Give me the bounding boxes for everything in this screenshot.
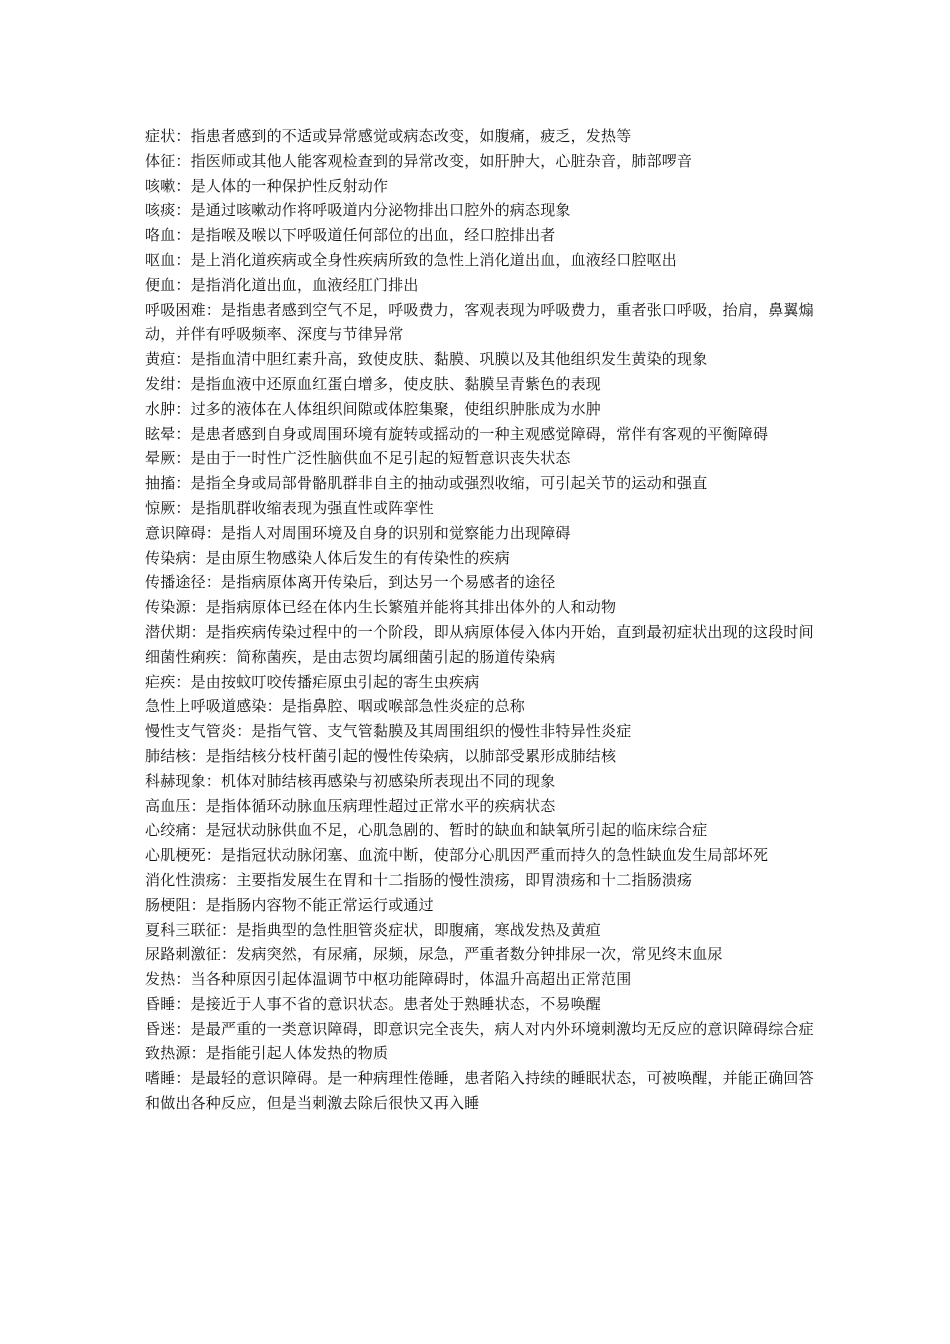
term-definition: 潜伏期：是指疾病传染过程中的一个阶段，即从病原体侵入体内开始，直到最初症状出现的这段时间 [145,622,814,641]
term-definition: 咳痰：是通过咳嗽动作将呼吸道内分泌物排出口腔外的病态现象 [145,201,571,220]
document-body [145,124,815,1116]
term-definition: 肠梗阻：是指肠内容物不能正常运行或通过 [145,895,434,914]
term-definition: 黄疸：是指血清中胆红素升高，致使皮肤、黏膜、巩膜以及其他组织发生黄染的现象 [145,350,708,369]
term-definition: 致热源：是指能引起人体发热的物质 [145,1044,389,1063]
term-definition: 嗜睡：是最轻的意识障碍。是一种病理性倦睡，患者陷入持续的睡眠状态，可被唤醒，并能正确回答和做出各种反应，但是当刺激去除后很快又再入睡 [145,1069,814,1113]
term-definition: 心肌梗死：是指冠状动脉闭塞、血流中断，使部分心肌因严重而持久的急性缺血发生局部坏死 [145,846,769,865]
term-definition: 眩晕：是患者感到自身或周围环境有旋转或摇动的一种主观感觉障碍，常伴有客观的平衡障碍 [145,424,769,443]
term-definition: 便血：是指消化道出血，血液经肛门排出 [145,275,419,294]
term-definition: 晕厥：是由于一时性广泛性脑供血不足引起的短暂意识丧失状态 [145,449,571,468]
term-definition: 水肿：过多的液体在人体组织间隙或体腔集聚，使组织肿胀成为水肿 [145,399,602,418]
term-definition: 慢性支气管炎：是指气管、支气管黏膜及其周围组织的慢性非特异性炎症 [145,722,632,741]
term-definition: 科赫现象：机体对肺结核再感染与初感染所表现出不同的现象 [145,771,556,790]
term-definition: 肺结核：是指结核分枝杆菌引起的慢性传染病，以肺部受累形成肺结核 [145,746,617,765]
term-definition: 消化性溃疡：主要指发展生在胃和十二指肠的慢性溃疡，即胃溃疡和十二指肠溃疡 [145,870,693,889]
term-definition: 细菌性痢疾：简称菌疾，是由志贺均属细菌引起的肠道传染病 [145,647,556,666]
term-definition: 高血压：是指体循环动脉血压病理性超过正常水平的疾病状态 [145,796,556,815]
term-definition: 传染源：是指病原体已经在体内生长繁殖并能将其排出体外的人和动物 [145,598,617,617]
term-definition: 症状：指患者感到的不适或异常感觉或病态改变，如腹痛，疲乏，发热等 [145,127,632,145]
term-definition: 体征：指医师或其他人能客观检查到的异常改变，如肝肿大，心脏杂音，肺部啰音 [145,151,693,170]
term-definition: 疟疾：是由按蚊叮咬传播疟原虫引起的寄生虫疾病 [145,672,480,691]
term-definition: 尿路刺激征：发病突然，有尿痛，尿频，尿急，严重者数分钟排尿一次，常见终末血尿 [145,945,723,964]
term-definition: 急性上呼吸道感染：是指鼻腔、咽或喉部急性炎症的总称 [145,697,526,716]
term-definition: 昏迷：是最严重的一类意识障碍，即意识完全丧失，病人对内外环境刺激均无反应的意识障碍综合症 [145,1019,814,1038]
term-definition: 传染病：是由原生物感染人体后发生的有传染性的疾病 [145,548,510,567]
term-definition: 昏睡：是接近于人事不省的意识状态。患者处于熟睡状态，不易唤醒 [145,994,602,1013]
term-definition: 呼吸困难：是指患者感到空气不足，呼吸费力，客观表现为呼吸费力，重者张口呼吸，抬肩，鼻翼煽动，并伴有呼吸频率、深度与节律异常 [145,300,814,344]
term-definition: 咳嗽：是人体的一种保护性反射动作 [145,176,389,195]
term-definition: 意识障碍：是指人对周围环境及自身的识别和觉察能力出现障碍 [145,523,571,542]
term-definition: 发热：当各种原因引起体温调节中枢功能障碍时，体温升高超出正常范围 [145,970,632,989]
term-definition: 发绀：是指血液中还原血红蛋白增多，使皮肤、黏膜呈青紫色的表现 [145,374,602,393]
term-definition: 夏科三联征：是指典型的急性胆管炎症状，即腹痛，寒战发热及黄疸 [145,920,602,939]
term-definition: 呕血：是上消化道疾病或全身性疾病所致的急性上消化道出血，血液经口腔呕出 [145,250,678,269]
term-definition: 传播途径：是指病原体离开传染后，到达另一个易感者的途径 [145,573,556,592]
term-definition: 咯血：是指喉及喉以下呼吸道任何部位的出血，经口腔排出者 [145,226,556,245]
term-definition: 抽搐：是指全身或局部骨骼肌群非自主的抽动或强烈收缩，可引起关节的运动和强直 [145,474,708,493]
term-definition: 心绞痛：是冠状动脉供血不足，心肌急剧的、暂时的缺血和缺氧所引起的临床综合症 [145,821,708,840]
term-definition: 惊厥：是指肌群收缩表现为强直性或阵挛性 [145,498,434,517]
